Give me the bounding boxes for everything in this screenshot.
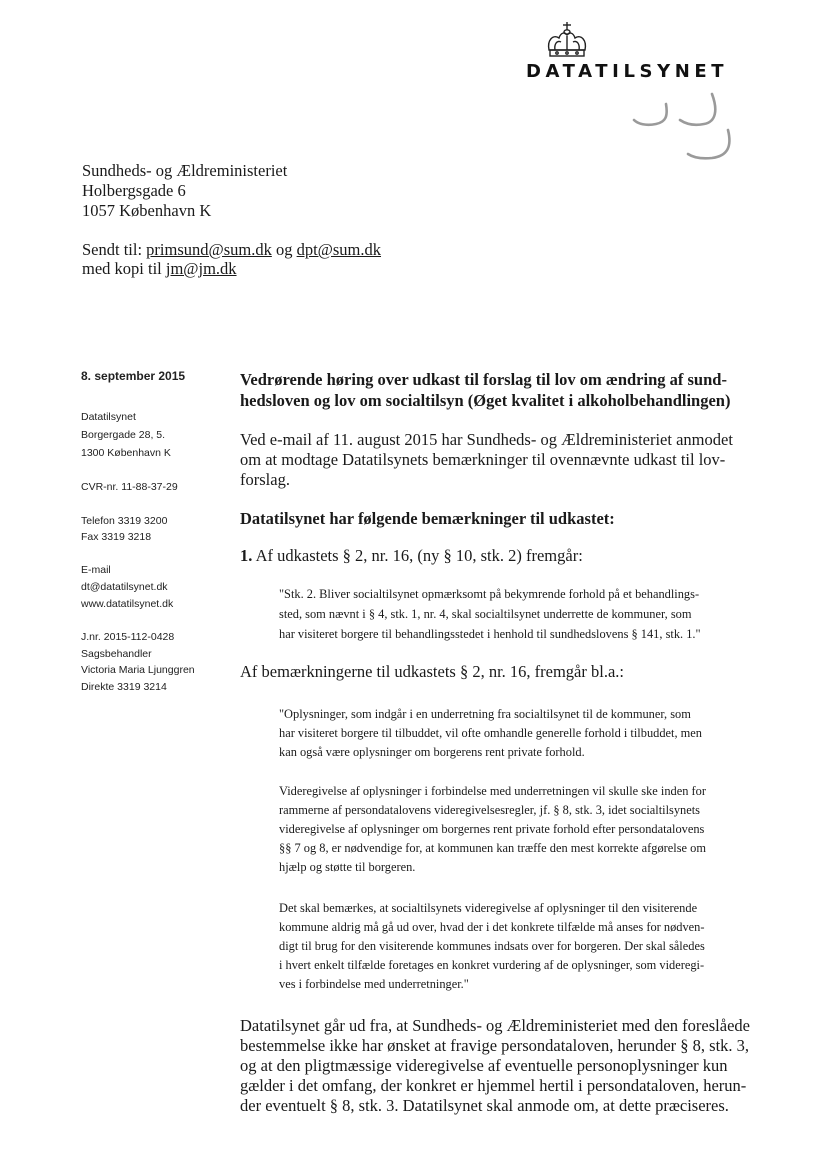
sender-org: Datatilsynet	[81, 411, 136, 423]
recipient-street: Holbergsgade 6	[82, 181, 186, 200]
quote-2-p3-line-2: kommune aldrig må gå ud over, hvad der i det konkrete tilfælde må anses for nødven-	[279, 920, 705, 934]
sent-to-label: Sendt til:	[82, 240, 147, 259]
recipient-city: 1057 København K	[82, 201, 212, 220]
quote-2-p2-line-4: §§ 7 og 8, er nødvendige for, at kommunen kan træffe den mest korrekte afgørelse om	[279, 841, 706, 855]
remarks-heading: Datatilsynet har følgende bemærkninger til udkastet:	[240, 509, 615, 528]
point-1-text: Af udkastets § 2, nr. 16, (ny § 10, stk. 2) fremgår:	[252, 546, 583, 565]
remarks-intro: Af bemærkningerne til udkastets § 2, nr. 16, fremgår bl.a.:	[240, 662, 624, 681]
sender-street: Borgergade 28, 5.	[81, 429, 166, 441]
caseworker-label: Sagsbehandler	[81, 648, 152, 660]
conclusion-line-4: gælder i det omfang, der konkret er hjemmel hertil i persondataloven, herun-	[240, 1076, 747, 1095]
sender-city: 1300 København K	[81, 447, 171, 459]
logo-wordmark: DATATILSYNET	[526, 61, 729, 82]
quote-2-p3-line-4: i hvert enkelt tilfælde foretages en konkret vurdering af de oplysninger, som videregi-	[279, 958, 705, 972]
quote-2-p2-line-2: rammerne af persondatalovens videregivelsesregler, jf. § 8, stk. 3, idet socialtilsynets	[279, 803, 701, 817]
sent-connector: og	[271, 240, 297, 259]
intro-line-2: om at modtage Datatilsynets bemærkninger til ovennævnte udkast til lov-	[240, 450, 726, 469]
quote-2-p2-line-1: Videregivelse af oplysninger i forbindelse med underretningen vil skulle ske inden for	[279, 784, 706, 798]
sender-email[interactable]: dt@datatilsynet.dk	[81, 581, 168, 593]
quote-2-p3-line-3: digt til brug for den visiterende kommunes indsats over for borgeren. Der skal således	[279, 939, 705, 953]
recipient-address	[82, 161, 287, 221]
quote-2-p3-line-5: ves i forbindelse med underretninger."	[279, 977, 469, 991]
conclusion-line-5: der eventuelt § 8, stk. 3. Datatilsynet skal anmode om, at dette præciseres.	[240, 1096, 729, 1115]
intro-line-3: forslag.	[240, 470, 290, 489]
copy-label: med kopi til	[82, 259, 166, 278]
journal-number: J.nr. 2015-112-0428	[81, 631, 175, 643]
email-link-jm[interactable]: jm@jm.dk	[165, 259, 237, 278]
email-link-dpt[interactable]: dpt@sum.dk	[296, 240, 382, 259]
email-link-primsund[interactable]: primsund@sum.dk	[146, 240, 272, 259]
subject-line-1: Vedrørende høring over udkast til forslag til lov om ændring af sund-	[240, 370, 727, 389]
quote-1-line-3: har visiteret borgere til behandlingsstedet i henhold til sundhedslovens § 141, stk. 1."	[279, 627, 701, 641]
subject-line-2: hedsloven og lov om socialtilsyn (Øget kvalitet i alkoholbehandlingen)	[240, 391, 731, 410]
conclusion-line-3: og at den pligtmæssige videregivelse af eventuelle personoplysninger kun	[240, 1056, 728, 1075]
point-1-line	[240, 546, 583, 566]
conclusion-line-1: Datatilsynet går ud fra, at Sundheds- og Ældreministeriet med den foreslåede	[240, 1016, 750, 1035]
quote-2-p2-line-5: hjælp og støtte til borgeren.	[279, 860, 416, 874]
crown-icon	[541, 20, 593, 60]
quote-2-p1-line-2: har visiteret borgere til tilbuddet, vil ofte omhandle generelle forhold i tilbuddet, men	[279, 726, 702, 740]
quote-2-p2-line-3: videregivelse af oplysninger om borgernes rent private forhold efter persondatalovens	[279, 822, 705, 836]
quote-2-p1-line-1: "Oplysninger, som indgår i en underretning fra socialtilsynet til de kommuner, som	[279, 707, 691, 721]
email-label: E-mail	[81, 564, 111, 576]
sender-website[interactable]: www.datatilsynet.dk	[81, 598, 174, 610]
point-1-number: 1.	[240, 546, 253, 565]
quote-2-p1-line-3: kan også være oplysninger om borgerens rent private forhold.	[279, 745, 585, 759]
recipient-name: Sundheds- og Ældreministeriet	[82, 161, 288, 180]
caseworker-name: Victoria Maria Ljunggren	[81, 664, 195, 676]
quote-1-line-2: sted, som nævnt i § 4, stk. 1, nr. 4, skal socialtilsynet underrette de kommuner, som	[279, 607, 692, 621]
letter-date: 8. september 2015	[81, 369, 186, 383]
quote-1-line-1: "Stk. 2. Bliver socialtilsynet opmærksomt på bekymrende forhold på et behandlings-	[279, 587, 700, 601]
caseworker-direct-phone: Direkte 3319 3214	[81, 681, 167, 693]
intro-line-1: Ved e-mail af 11. august 2015 har Sundheds- og Ældreministeriet anmodet	[240, 430, 733, 449]
conclusion-line-2: bestemmelse ikke har ønsket at fravige persondataloven, herunder § 8, stk. 3,	[240, 1036, 750, 1055]
sent-to-block	[82, 240, 381, 278]
sender-fax: Fax 3319 3218	[81, 531, 152, 543]
sender-phone: Telefon 3319 3200	[81, 515, 168, 527]
handwritten-initials	[616, 90, 734, 170]
sender-cvr: CVR-nr. 11-88-37-29	[81, 481, 178, 493]
quote-2-p3-line-1: Det skal bemærkes, at socialtilsynets videregivelse af oplysninger til den visiterende	[279, 901, 698, 915]
